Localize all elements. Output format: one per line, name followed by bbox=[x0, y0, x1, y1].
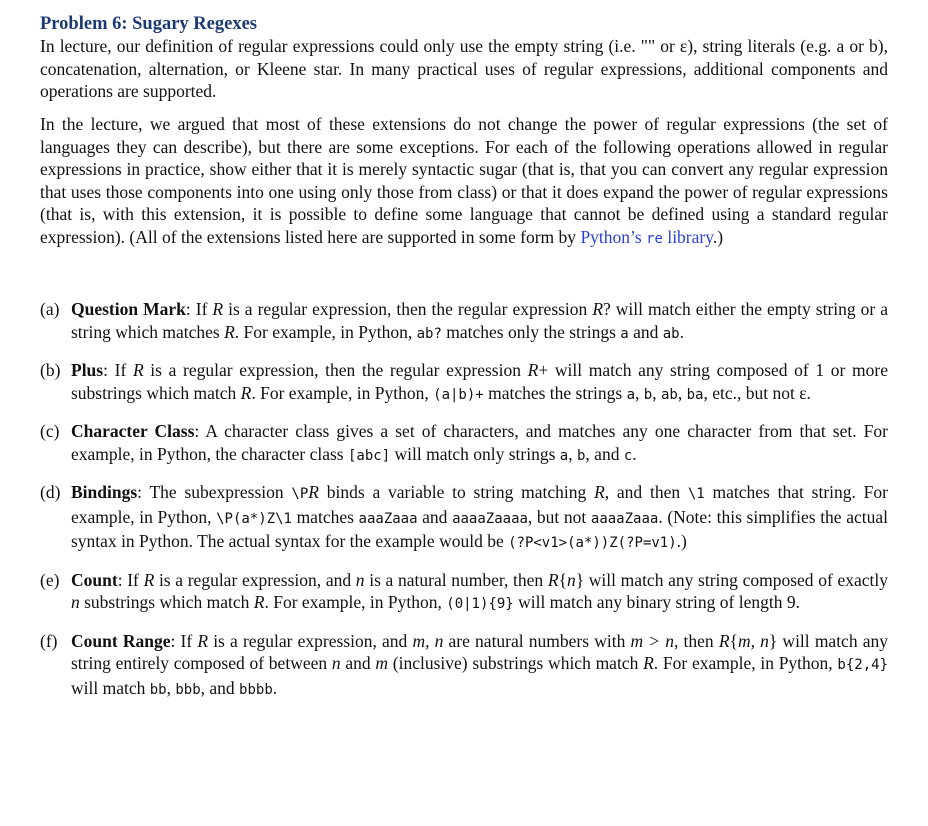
intro-paragraph-1: In lecture, our definition of regular expressions could only use the empty string (i.e. "" or ε), string literals (e.g. a or b), concatenation, alternation, or Kleene star. In many practical uses of regular expressions, additional components and operations are supported. bbox=[40, 36, 888, 101]
item-heading: Character Class bbox=[71, 421, 195, 441]
item-heading: Count Range bbox=[71, 630, 171, 651]
subproblem-d: (d) Bindings: The subexpression \PR binds a variable to string matching R, and then \1 matches that string. For example, in Python, \P(a*)Z\1 matches aaaZaaa and aaaaZaaaa, but not aaaaZaaa. (Note: this simplifies the actual syntax in Python. The actual syntax for the example would be (?P<v1>(a*))Z(?P=v1).) bbox=[40, 482, 888, 551]
subproblem-list bbox=[40, 298, 888, 715]
subproblem-f: (f) Count Range: If R is a regular expression, and m, n are natural numbers with m > n, then R{m, n} will match any string entirely composed of between n and m (inclusive) substrings which match R. For example, in Python, b{2,4} will match bb, bbb, and bbbb. bbox=[40, 630, 888, 698]
item-label: (e) bbox=[40, 569, 60, 590]
item-label: (a) bbox=[40, 299, 60, 319]
item-heading: Plus bbox=[71, 360, 104, 380]
subproblem-e: (e) Count: If R is a regular expression, and n is a natural number, then R{n} will match any string composed of exactly n substrings which match R. For example, in Python, (0|1){9} will match any binary string of length 9. bbox=[40, 569, 888, 612]
item-label: (d) bbox=[40, 482, 61, 502]
subproblem-a: (a) Question Mark: If R is a regular expression, then the regular expression R? will match either the empty string or a string which matches R. For example, in Python, ab? matches only the strings a and ab. bbox=[40, 299, 888, 342]
python-re-library-link[interactable]: Python’s re library bbox=[580, 226, 713, 247]
problem-title: Problem 6: Sugary Regexes bbox=[40, 14, 257, 34]
subproblem-b: (b) Plus: If R is a regular expression, then the regular expression R+ will match any string composed of 1 or more substrings which match R. For example, in Python, (a|b)+ matches the strings a, b, ab, ba, etc., but not ε. bbox=[40, 360, 888, 403]
item-heading: Count bbox=[71, 569, 118, 590]
item-label: (c) bbox=[40, 421, 60, 441]
item-heading: Question Mark bbox=[71, 299, 186, 319]
item-label: (f) bbox=[40, 630, 58, 651]
item-heading: Bindings bbox=[71, 482, 138, 502]
subproblem-c: (c) Character Class: A character class gives a set of characters, and matches any one character from that set. For example, in Python, the character class [abc] will match only strings a, b, and c. bbox=[40, 421, 888, 464]
intro-paragraph-2: In the lecture, we argued that most of these extensions do not change the power of regular expressions (the set of languages they can describe), but there are some exceptions. For each of the following operations allowed in regular expressions in practice, show either that it is merely syntactic sugar (that is, that you can convert any regular expression that uses those components into one using only those from class) or that it does expand the power of regular expressions (that is, with this extension, it is possible to define some language that cannot be defined using a standard regular expression). (All of the extensions listed here are supported in some form by Python’s re library.) bbox=[40, 114, 888, 247]
item-label: (b) bbox=[40, 360, 61, 380]
